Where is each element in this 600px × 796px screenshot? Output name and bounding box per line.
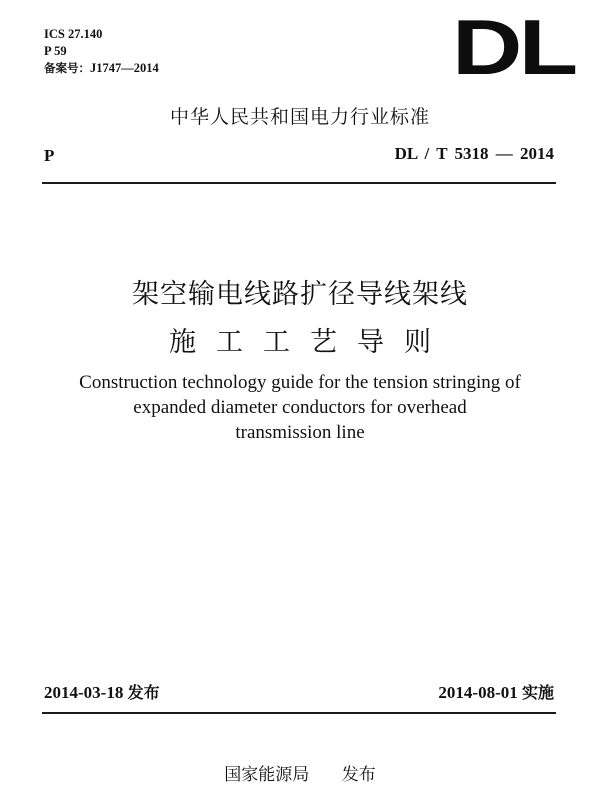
bottom-rule bbox=[42, 712, 556, 714]
title-en-line3: transmission line bbox=[235, 422, 365, 443]
issue-date-value: 2014-03-18 bbox=[44, 683, 124, 702]
meta-block bbox=[44, 26, 159, 77]
standard-number: DL / T 5318 — 2014 bbox=[394, 144, 554, 163]
title-en-line1: Construction technology guide for the tension stringing of bbox=[79, 372, 521, 393]
class-code: P 59 bbox=[44, 44, 67, 58]
title-cn-line1: 架空输电线路扩径导线架线 bbox=[132, 279, 468, 310]
ics-code: ICS 27.140 bbox=[44, 27, 103, 41]
record-label: 备案号： bbox=[44, 61, 90, 75]
implement-label: 实施 bbox=[521, 683, 554, 702]
issue-date bbox=[44, 680, 160, 703]
org-title: 中华人民共和国电力行业标准 bbox=[169, 106, 430, 128]
title-cn-line2: 施工工艺导则 bbox=[169, 327, 451, 358]
publisher-action: 发布 bbox=[341, 765, 376, 785]
record-value: J1747—2014 bbox=[90, 61, 159, 75]
top-rule bbox=[42, 182, 556, 184]
publisher bbox=[0, 760, 600, 785]
issue-label: 发布 bbox=[127, 683, 160, 702]
record-number bbox=[44, 60, 159, 77]
implement-date-value: 2014-08-01 bbox=[438, 683, 518, 702]
title-en bbox=[40, 370, 560, 445]
dl-logo: DL bbox=[452, 3, 575, 91]
title-en-line2: expanded diameter conductors for overhead bbox=[133, 397, 467, 418]
implement-date bbox=[438, 680, 554, 703]
publisher-name: 国家能源局 bbox=[224, 765, 310, 785]
classification-letter: P bbox=[44, 146, 55, 165]
